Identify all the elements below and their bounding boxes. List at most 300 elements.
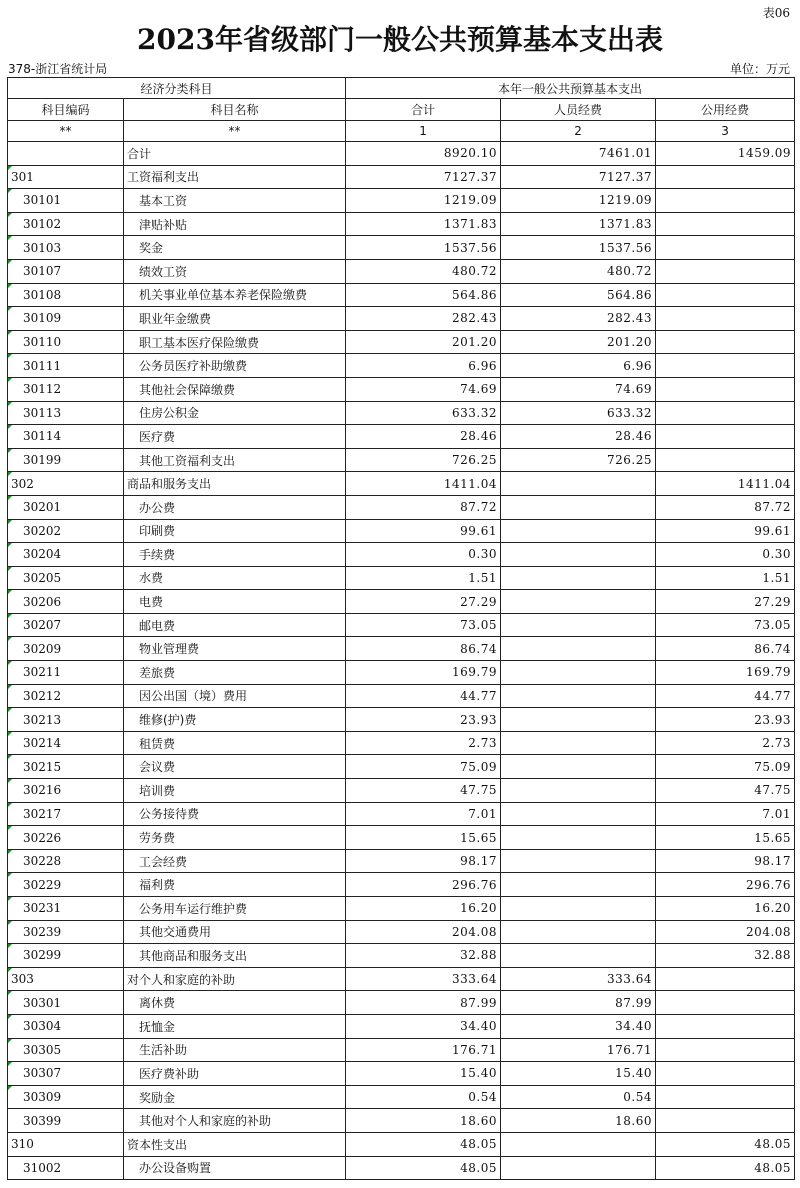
total-cell-text: 98.17 (460, 854, 498, 869)
unit-label: 单位：万元 (729, 62, 790, 76)
personnel-cell-text: 6.96 (623, 358, 653, 373)
total-cell (346, 330, 501, 354)
total-cell-text: 726.25 (452, 453, 498, 468)
code-cell (8, 1014, 124, 1038)
personnel-cell-text: 28.46 (615, 429, 653, 444)
name-cell (124, 755, 346, 779)
table-row (8, 661, 795, 685)
total-cell-text: 1371.83 (443, 217, 498, 232)
public-cell-text: 1411.04 (737, 476, 792, 491)
column-header-total: 合计 (346, 99, 501, 121)
total-cell-text: 75.09 (460, 759, 498, 774)
code-cell (8, 779, 124, 803)
code-cell (8, 802, 124, 826)
public-cell (656, 566, 795, 590)
name-cell (124, 873, 346, 897)
total-cell (346, 401, 501, 425)
name-cell-text: 公务接待费 (139, 807, 200, 822)
total-cell (346, 731, 501, 755)
name-cell-text: 差旅费 (139, 665, 176, 680)
personnel-cell (501, 1109, 656, 1133)
code-cell (8, 401, 124, 425)
public-cell-text: 7.01 (762, 806, 792, 821)
total-cell-text: 201.20 (452, 335, 498, 350)
index-personnel: 2 (501, 121, 656, 142)
table-row (8, 991, 795, 1015)
name-cell (124, 495, 346, 519)
code-cell-text: 30239 (23, 924, 62, 939)
table-row (8, 1062, 795, 1086)
code-cell-text: 30109 (23, 311, 62, 326)
category-row (8, 1132, 795, 1156)
personnel-cell-text: 480.72 (607, 264, 653, 279)
personnel-cell (501, 613, 656, 637)
table-row (8, 212, 795, 236)
public-cell-text: 1.51 (762, 570, 792, 585)
table-row (8, 637, 795, 661)
name-cell (124, 897, 346, 921)
total-cell-text: 44.77 (460, 688, 498, 703)
public-cell (656, 448, 795, 472)
code-cell (8, 519, 124, 543)
total-cell (346, 543, 501, 567)
code-cell-text: 30211 (23, 665, 62, 680)
public-cell (656, 920, 795, 944)
name-cell-text: 津贴补贴 (139, 217, 188, 232)
name-cell (124, 165, 346, 189)
name-cell (124, 1062, 346, 1086)
table-row (8, 236, 795, 260)
public-cell (656, 897, 795, 921)
total-cell (346, 307, 501, 331)
public-cell (656, 802, 795, 826)
name-cell-text: 租赁费 (139, 736, 176, 751)
personnel-cell-text: 87.99 (615, 995, 653, 1010)
personnel-cell (501, 590, 656, 614)
name-cell-text: 基本工资 (139, 193, 188, 208)
code-cell (8, 472, 124, 496)
name-cell-text: 职业年金缴费 (139, 311, 212, 326)
personnel-cell (501, 1156, 656, 1180)
cell-marker-icon (8, 755, 12, 759)
total-cell (346, 566, 501, 590)
total-cell (346, 1038, 501, 1062)
table-row (8, 1156, 795, 1180)
code-cell (8, 873, 124, 897)
table-row (8, 1038, 795, 1062)
public-cell-text: 99.61 (754, 523, 792, 538)
personnel-cell-text: 34.40 (615, 1019, 653, 1034)
code-cell-text: 303 (11, 972, 34, 987)
code-cell (8, 259, 124, 283)
code-cell (8, 1085, 124, 1109)
name-cell (124, 1132, 346, 1156)
cell-marker-icon (8, 543, 12, 547)
code-cell (8, 849, 124, 873)
index-code: ** (8, 121, 124, 142)
personnel-cell (501, 755, 656, 779)
code-cell (8, 543, 124, 567)
personnel-cell (501, 377, 656, 401)
name-cell (124, 1038, 346, 1062)
total-cell (346, 826, 501, 850)
cell-marker-icon (8, 354, 12, 358)
total-cell-text: 564.86 (452, 287, 498, 302)
total-cell (346, 708, 501, 732)
total-cell (346, 637, 501, 661)
cell-marker-icon (8, 236, 12, 240)
total-cell-text: 16.20 (460, 901, 498, 916)
personnel-cell (501, 1038, 656, 1062)
total-cell-text: 15.40 (460, 1066, 498, 1081)
total-cell-text: 73.05 (460, 618, 498, 633)
public-cell (656, 401, 795, 425)
name-cell (124, 802, 346, 826)
table-row (8, 259, 795, 283)
name-cell (124, 779, 346, 803)
total-cell (346, 1109, 501, 1133)
cell-marker-icon (8, 189, 12, 193)
name-cell (124, 401, 346, 425)
personnel-cell (501, 1062, 656, 1086)
code-cell-text: 30228 (23, 854, 62, 869)
cell-marker-icon (8, 991, 12, 995)
cell-marker-icon (8, 496, 12, 500)
name-cell-text: 绩效工资 (139, 264, 188, 279)
code-cell (8, 354, 124, 378)
personnel-cell (501, 1132, 656, 1156)
table-row (8, 425, 795, 449)
cell-marker-icon (8, 779, 12, 783)
name-cell (124, 425, 346, 449)
code-cell-text: 30307 (23, 1066, 62, 1081)
code-cell (8, 142, 124, 166)
code-cell-text: 30217 (23, 806, 62, 821)
personnel-cell-text: 633.32 (607, 405, 653, 420)
total-row (8, 142, 795, 166)
name-cell (124, 448, 346, 472)
name-cell-text: 对个人和家庭的补助 (127, 972, 236, 987)
code-cell-text: 30212 (23, 688, 62, 703)
name-cell-text: 医疗费 (139, 429, 176, 444)
personnel-cell (501, 637, 656, 661)
total-cell (346, 189, 501, 213)
name-cell (124, 330, 346, 354)
name-cell-text: 其他交通费用 (139, 925, 212, 940)
code-cell-text: 30199 (23, 453, 62, 468)
total-cell-text: 18.60 (460, 1113, 498, 1128)
name-cell (124, 189, 346, 213)
name-cell-text: 职工基本医疗保险缴费 (139, 335, 260, 350)
public-cell (656, 543, 795, 567)
cell-marker-icon (8, 1015, 12, 1019)
personnel-cell (501, 259, 656, 283)
total-cell (346, 142, 501, 166)
cell-marker-icon (8, 590, 12, 594)
name-cell-text: 医疗费补助 (139, 1066, 200, 1081)
code-cell (8, 637, 124, 661)
name-cell-text: 离休费 (139, 996, 176, 1011)
public-cell (656, 354, 795, 378)
code-cell-text: 30399 (23, 1113, 62, 1128)
personnel-cell (501, 1085, 656, 1109)
public-cell (656, 1062, 795, 1086)
cell-marker-icon (8, 921, 12, 925)
table-row (8, 307, 795, 331)
index-name: ** (124, 121, 346, 142)
public-cell (656, 165, 795, 189)
public-cell (656, 613, 795, 637)
code-cell-text: 30110 (23, 335, 62, 350)
name-cell (124, 283, 346, 307)
total-cell-text: 6.96 (468, 358, 498, 373)
personnel-cell-text: 726.25 (607, 453, 653, 468)
table-row (8, 708, 795, 732)
group-header-economic-classification: 经济分类科目 (8, 78, 346, 99)
personnel-cell (501, 401, 656, 425)
name-cell (124, 519, 346, 543)
name-cell-text: 办公设备购置 (139, 1161, 212, 1176)
public-cell (656, 189, 795, 213)
code-cell (8, 991, 124, 1015)
public-cell (656, 779, 795, 803)
total-cell (346, 684, 501, 708)
total-cell (346, 283, 501, 307)
total-cell-text: 1537.56 (443, 240, 498, 255)
cell-marker-icon (8, 213, 12, 217)
personnel-cell (501, 142, 656, 166)
personnel-cell-text: 282.43 (607, 311, 653, 326)
cell-marker-icon (8, 732, 12, 736)
total-cell-text: 1.51 (468, 570, 498, 585)
public-cell-text: 27.29 (754, 594, 792, 609)
total-cell-text: 87.99 (460, 995, 498, 1010)
cell-marker-icon (8, 1086, 12, 1090)
code-cell-text: 30305 (23, 1042, 62, 1057)
name-cell (124, 1085, 346, 1109)
code-cell-text: 30102 (23, 217, 62, 232)
personnel-cell (501, 826, 656, 850)
personnel-cell-text: 201.20 (607, 335, 653, 350)
total-cell-text: 7127.37 (443, 169, 498, 184)
code-cell-text: 30206 (23, 594, 62, 609)
code-cell (8, 1132, 124, 1156)
total-cell-text: 32.88 (460, 948, 498, 963)
code-cell-text: 301 (11, 169, 34, 184)
name-cell-text: 商品和服务支出 (127, 477, 212, 492)
name-cell (124, 731, 346, 755)
code-cell-text: 30202 (23, 523, 62, 538)
personnel-cell (501, 425, 656, 449)
cell-marker-icon (8, 661, 12, 665)
personnel-cell (501, 944, 656, 968)
total-cell (346, 802, 501, 826)
total-cell-text: 0.54 (468, 1090, 498, 1105)
total-cell-text: 1219.09 (443, 193, 498, 208)
personnel-cell-text: 7461.01 (598, 146, 653, 161)
cell-marker-icon (8, 449, 12, 453)
page-title: 2023年省级部门一般公共预算基本支出表 (137, 23, 663, 56)
name-cell (124, 661, 346, 685)
personnel-cell (501, 897, 656, 921)
total-cell-text: 296.76 (452, 877, 498, 892)
table-row (8, 873, 795, 897)
name-cell-text: 维修(护)费 (139, 713, 197, 728)
cell-marker-icon (8, 472, 12, 476)
public-cell (656, 684, 795, 708)
code-cell-text: 30215 (23, 759, 62, 774)
personnel-cell-text: 1219.09 (598, 193, 653, 208)
public-cell (656, 661, 795, 685)
name-cell-text: 生活补助 (139, 1043, 188, 1058)
code-cell-text: 30101 (23, 193, 62, 208)
name-cell (124, 212, 346, 236)
total-cell-text: 47.75 (460, 783, 498, 798)
public-cell (656, 637, 795, 661)
table-row (8, 826, 795, 850)
table-row (8, 566, 795, 590)
cell-marker-icon (8, 425, 12, 429)
public-cell-text: 87.72 (754, 500, 792, 515)
table-row (8, 401, 795, 425)
public-cell (656, 1109, 795, 1133)
code-cell-text: 30216 (23, 783, 62, 798)
total-cell (346, 377, 501, 401)
total-cell-text: 7.01 (468, 806, 498, 821)
name-cell-text: 奖金 (139, 241, 164, 256)
personnel-cell (501, 307, 656, 331)
name-cell (124, 472, 346, 496)
personnel-cell-text: 15.40 (615, 1066, 653, 1081)
cell-marker-icon (8, 897, 12, 901)
code-cell (8, 307, 124, 331)
public-cell-text: 1459.09 (737, 146, 792, 161)
personnel-cell (501, 236, 656, 260)
total-cell-text: 8920.10 (443, 146, 498, 161)
total-cell-text: 28.46 (460, 429, 498, 444)
name-cell-text: 水费 (139, 571, 164, 586)
public-cell (656, 330, 795, 354)
public-cell (656, 731, 795, 755)
total-cell (346, 967, 501, 991)
code-cell (8, 755, 124, 779)
code-cell (8, 826, 124, 850)
cell-marker-icon (8, 614, 12, 618)
code-cell-text: 30226 (23, 830, 62, 845)
public-cell (656, 425, 795, 449)
total-cell-text: 99.61 (460, 523, 498, 538)
code-cell-text: 30309 (23, 1090, 62, 1105)
table-body (8, 142, 795, 1180)
total-cell (346, 991, 501, 1015)
personnel-cell-text: 74.69 (615, 382, 653, 397)
public-cell (656, 495, 795, 519)
category-row (8, 967, 795, 991)
header-row-index (8, 121, 795, 142)
name-cell-text: 因公出国（境）费用 (139, 689, 248, 704)
public-cell-text: 16.20 (754, 901, 792, 916)
name-cell-text: 办公费 (139, 500, 176, 515)
total-cell-text: 87.72 (460, 500, 498, 515)
code-cell (8, 189, 124, 213)
code-cell (8, 165, 124, 189)
code-cell-text: 30108 (23, 287, 62, 302)
code-cell-text: 302 (11, 476, 34, 491)
cell-marker-icon (8, 968, 12, 972)
cell-marker-icon (8, 708, 12, 712)
total-cell (346, 236, 501, 260)
cell-marker-icon (8, 873, 12, 877)
total-cell (346, 873, 501, 897)
code-cell-text: 30214 (23, 736, 62, 751)
code-cell (8, 1156, 124, 1180)
organization-label: 378-浙江省统计局 (8, 62, 108, 76)
name-cell-text: 手续费 (139, 547, 176, 562)
personnel-cell (501, 991, 656, 1015)
total-cell (346, 779, 501, 803)
code-cell-text: 30213 (23, 712, 62, 727)
name-cell-text: 工资福利支出 (127, 170, 200, 185)
total-cell-text: 169.79 (452, 665, 498, 680)
code-cell (8, 377, 124, 401)
cell-marker-icon (8, 1039, 12, 1043)
public-cell (656, 283, 795, 307)
name-cell (124, 354, 346, 378)
cell-marker-icon (8, 803, 12, 807)
name-cell (124, 684, 346, 708)
name-cell (124, 1156, 346, 1180)
code-cell (8, 212, 124, 236)
public-cell (656, 377, 795, 401)
column-header-public: 公用经费 (656, 99, 795, 121)
public-cell (656, 1014, 795, 1038)
personnel-cell-text: 7127.37 (598, 169, 653, 184)
header-row-columns (8, 99, 795, 121)
public-cell-text: 44.77 (754, 688, 792, 703)
name-cell-text: 劳务费 (139, 831, 176, 846)
total-cell (346, 354, 501, 378)
total-cell (346, 448, 501, 472)
cell-marker-icon (8, 826, 12, 830)
public-cell (656, 1038, 795, 1062)
code-cell-text: 30112 (23, 382, 62, 397)
total-cell-text: 34.40 (460, 1019, 498, 1034)
public-cell-text: 75.09 (754, 759, 792, 774)
cell-marker-icon (8, 331, 12, 335)
code-cell (8, 1062, 124, 1086)
cell-marker-icon (8, 685, 12, 689)
name-cell (124, 566, 346, 590)
total-cell-text: 2.73 (468, 736, 498, 751)
public-cell (656, 590, 795, 614)
cell-marker-icon (8, 944, 12, 948)
personnel-cell (501, 802, 656, 826)
name-cell (124, 944, 346, 968)
code-cell (8, 448, 124, 472)
name-cell-text: 住房公积金 (139, 406, 200, 421)
table-row (8, 590, 795, 614)
name-cell-text: 邮电费 (139, 618, 176, 633)
name-cell (124, 637, 346, 661)
public-cell (656, 472, 795, 496)
table-row (8, 920, 795, 944)
public-cell (656, 826, 795, 850)
personnel-cell (501, 330, 656, 354)
cell-marker-icon (8, 284, 12, 288)
public-cell-text: 23.93 (754, 712, 792, 727)
total-cell (346, 661, 501, 685)
total-cell (346, 1014, 501, 1038)
